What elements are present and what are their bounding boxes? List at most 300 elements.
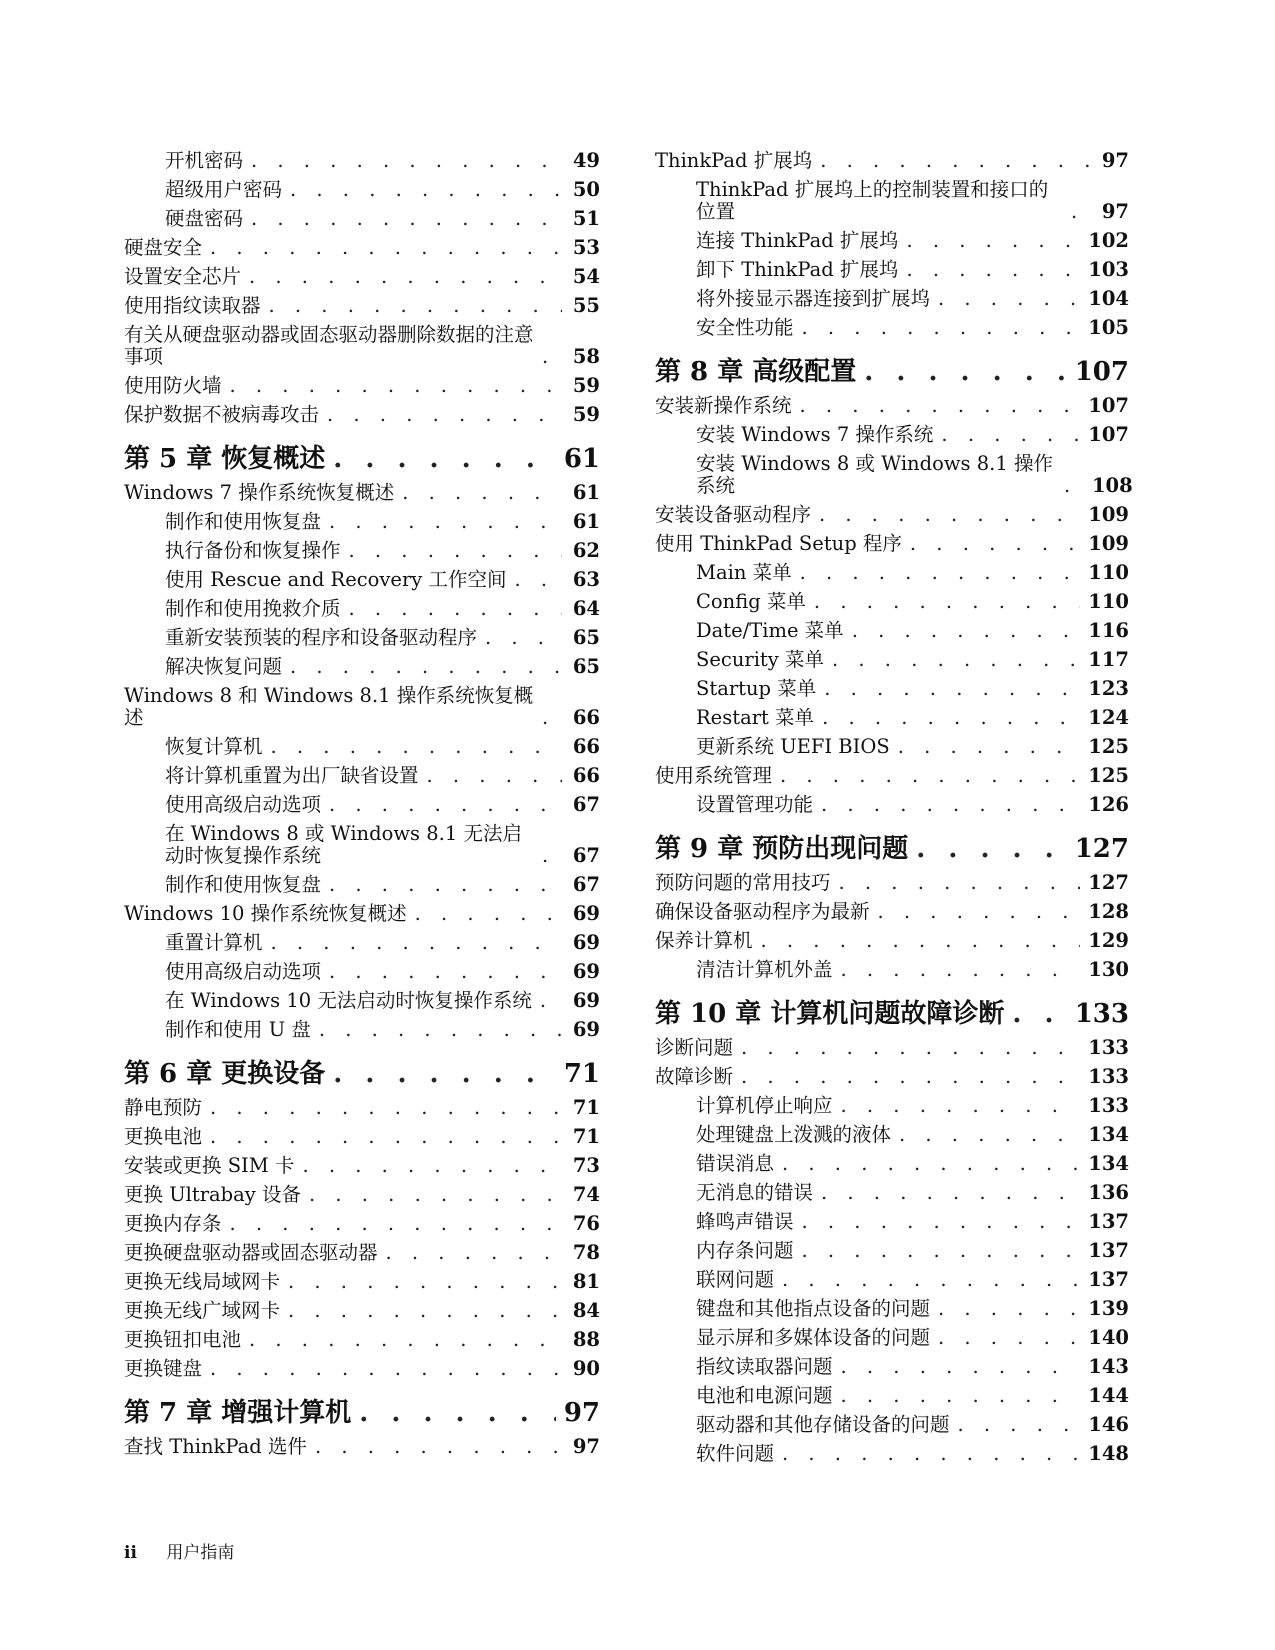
dot-leader bbox=[349, 540, 562, 562]
toc-entry-title: 开机密码 bbox=[165, 149, 244, 172]
toc-entry[interactable] bbox=[655, 765, 1129, 787]
toc-entry[interactable] bbox=[124, 266, 600, 288]
toc-entry[interactable] bbox=[655, 707, 1129, 729]
toc-entry-title: 更换内存条 bbox=[124, 1212, 222, 1235]
dot-leader bbox=[800, 562, 1081, 584]
toc-entry[interactable] bbox=[655, 678, 1129, 700]
toc-entry[interactable] bbox=[655, 150, 1129, 172]
toc-entry-page: 124 bbox=[1088, 706, 1129, 729]
toc-chapter-entry[interactable] bbox=[124, 1059, 600, 1089]
toc-entry[interactable] bbox=[124, 1329, 600, 1351]
toc-entry[interactable] bbox=[655, 504, 1129, 526]
dot-leader bbox=[898, 736, 1081, 758]
toc-entry-page: 54 bbox=[572, 265, 600, 288]
dot-leader bbox=[802, 1211, 1081, 1233]
toc-entry[interactable] bbox=[124, 656, 600, 678]
toc-entry[interactable] bbox=[655, 562, 1129, 584]
toc-entry[interactable] bbox=[124, 903, 600, 925]
dot-leader bbox=[333, 444, 556, 474]
toc-entry-page: 69 bbox=[572, 902, 600, 925]
toc-entry-page: 66 bbox=[572, 764, 600, 787]
dot-leader bbox=[290, 656, 562, 678]
toc-entry-page: 78 bbox=[572, 1241, 600, 1264]
toc-entry-title: 使用防火墙 bbox=[124, 374, 222, 397]
toc-entry-title: 安全性功能 bbox=[696, 316, 794, 339]
dot-leader bbox=[515, 569, 563, 591]
toc-entry-title: ThinkPad 扩展坞上的控制装置和接口的位置 bbox=[696, 178, 1049, 223]
toc-entry-title: Date/Time 菜单 bbox=[696, 619, 844, 642]
dot-leader bbox=[230, 1213, 562, 1235]
dot-leader bbox=[824, 678, 1080, 700]
toc-entry[interactable] bbox=[124, 1242, 600, 1264]
toc-entry-title: 更换 Ultrabay 设备 bbox=[124, 1183, 301, 1206]
toc-entry-page: 71 bbox=[572, 1096, 600, 1119]
toc-entry-page: 137 bbox=[1088, 1210, 1129, 1233]
dot-leader bbox=[359, 1398, 556, 1428]
dot-leader bbox=[841, 1095, 1081, 1117]
toc-entry[interactable] bbox=[124, 237, 600, 259]
toc-entry-title: Windows 8 和 Windows 8.1 操作系统恢复概述 bbox=[124, 684, 534, 729]
toc-entry[interactable] bbox=[655, 1037, 1129, 1059]
toc-entry[interactable] bbox=[124, 794, 600, 816]
toc-entry[interactable] bbox=[655, 288, 1129, 310]
dot-leader bbox=[427, 765, 562, 787]
toc-entry-page: 133 bbox=[1088, 1094, 1129, 1117]
toc-entry[interactable] bbox=[124, 932, 600, 954]
toc-entry-title: 键盘和其他指点设备的问题 bbox=[696, 1297, 931, 1320]
toc-entry-title: 诊断问题 bbox=[655, 1036, 734, 1059]
dot-leader bbox=[780, 765, 1080, 787]
toc-entry[interactable] bbox=[655, 1327, 1129, 1349]
toc-entry-title: 使用系统管理 bbox=[655, 764, 773, 787]
dot-leader bbox=[821, 1182, 1080, 1204]
toc-entry-page: 61 bbox=[572, 510, 600, 533]
toc-entry-title: 在 Windows 10 无法启动时恢复操作系统 bbox=[165, 989, 532, 1012]
toc-entry-title: 联网问题 bbox=[696, 1268, 775, 1291]
toc-entry[interactable] bbox=[124, 823, 600, 867]
toc-entry-page: 97 bbox=[1101, 149, 1129, 172]
toc-entry[interactable] bbox=[655, 1240, 1129, 1262]
toc-entry-page: 127 bbox=[1088, 871, 1129, 894]
toc-entry-title: 安装 Windows 7 操作系统 bbox=[696, 423, 934, 446]
toc-entry-title: 安装或更换 SIM 卡 bbox=[124, 1154, 295, 1177]
toc-entry-page: 148 bbox=[1088, 1442, 1129, 1465]
toc-entry[interactable] bbox=[655, 1095, 1129, 1117]
dot-leader bbox=[916, 834, 1066, 864]
toc-entry[interactable] bbox=[655, 1298, 1129, 1320]
dot-leader bbox=[906, 259, 1080, 281]
toc-entry-title: 安装设备驱动程序 bbox=[655, 503, 812, 526]
toc-entry[interactable] bbox=[655, 930, 1129, 952]
toc-entry-page: 136 bbox=[1088, 1181, 1129, 1204]
dot-leader bbox=[802, 1240, 1081, 1262]
toc-entry-title: 恢复计算机 bbox=[165, 735, 263, 758]
toc-entry[interactable] bbox=[655, 649, 1129, 671]
toc-entry-page: 61 bbox=[572, 481, 600, 504]
toc-entry[interactable] bbox=[124, 1271, 600, 1293]
dot-leader bbox=[802, 317, 1081, 339]
dot-leader bbox=[814, 591, 1080, 613]
dot-leader bbox=[958, 1414, 1081, 1436]
toc-entry-title: 电池和电源问题 bbox=[696, 1384, 833, 1407]
toc-entry-title: 保护数据不被病毒攻击 bbox=[124, 403, 320, 426]
dot-leader bbox=[288, 1271, 562, 1293]
toc-entry-title: 制作和使用恢复盘 bbox=[165, 873, 322, 896]
toc-entry-title: Windows 7 操作系统恢复概述 bbox=[124, 481, 395, 504]
dot-leader bbox=[290, 179, 562, 201]
toc-entry-title: 更换无线局域网卡 bbox=[124, 1270, 281, 1293]
toc-entry-page: 69 bbox=[572, 931, 600, 954]
toc-entry[interactable] bbox=[124, 324, 600, 368]
toc-entry-title: 第 5 章 恢复概述 bbox=[124, 444, 326, 474]
toc-entry[interactable] bbox=[124, 540, 600, 562]
toc-entry-title: Windows 10 操作系统恢复概述 bbox=[124, 902, 407, 925]
dot-leader bbox=[329, 794, 562, 816]
dot-leader bbox=[741, 1037, 1080, 1059]
toc-entry[interactable] bbox=[655, 1153, 1129, 1175]
dot-leader bbox=[402, 482, 562, 504]
toc-entry-page: 134 bbox=[1088, 1123, 1129, 1146]
toc-entry[interactable] bbox=[655, 259, 1129, 281]
toc-entry[interactable] bbox=[124, 1184, 600, 1206]
dot-leader bbox=[251, 208, 562, 230]
toc-entry-title: 确保设备驱动程序为最新 bbox=[655, 900, 870, 923]
dot-leader bbox=[349, 598, 562, 620]
page-footer bbox=[124, 1538, 234, 1563]
dot-leader bbox=[210, 237, 562, 259]
toc-entry-page: 76 bbox=[572, 1212, 600, 1235]
toc-entry[interactable] bbox=[655, 533, 1129, 555]
dot-leader bbox=[540, 990, 562, 1012]
dot-leader bbox=[822, 707, 1080, 729]
toc-entry-page: 116 bbox=[1088, 619, 1129, 642]
toc-entry-title: 第 6 章 更换设备 bbox=[124, 1059, 326, 1089]
toc-entry-title: 制作和使用挽救介质 bbox=[165, 597, 341, 620]
toc-entry-title: Restart 菜单 bbox=[696, 706, 815, 729]
toc-entry-title: 指纹读取器问题 bbox=[696, 1355, 833, 1378]
toc-entry-title: 内存条问题 bbox=[696, 1239, 794, 1262]
dot-leader bbox=[210, 1097, 562, 1119]
toc-entry-title: 驱动器和其他存储设备的问题 bbox=[696, 1413, 950, 1436]
dot-leader bbox=[315, 1436, 562, 1458]
toc-entry[interactable] bbox=[655, 179, 1129, 223]
toc-entry-page: 59 bbox=[572, 403, 600, 426]
toc-entry-page: 133 bbox=[1074, 999, 1129, 1029]
dot-leader bbox=[269, 295, 562, 317]
toc-entry-title: 设置管理功能 bbox=[696, 793, 814, 816]
toc-entry-page: 104 bbox=[1088, 287, 1129, 310]
toc-entry[interactable] bbox=[124, 765, 600, 787]
toc-entry-page: 127 bbox=[1074, 834, 1129, 864]
toc-entry-page: 107 bbox=[1088, 394, 1129, 417]
toc-entry-page: 107 bbox=[1074, 357, 1129, 387]
toc-entry-title: 将计算机重置为出厂缺省设置 bbox=[165, 764, 419, 787]
toc-entry[interactable] bbox=[124, 482, 600, 504]
toc-chapter-entry[interactable] bbox=[124, 444, 600, 474]
toc-entry-title: 第 10 章 计算机问题故障诊断 bbox=[655, 999, 1005, 1029]
toc-entry-title: 使用高级启动选项 bbox=[165, 960, 322, 983]
toc-entry-page: 55 bbox=[572, 294, 600, 317]
toc-entry-page: 81 bbox=[572, 1270, 600, 1293]
dot-leader bbox=[1012, 999, 1066, 1029]
toc-entry-page: 73 bbox=[572, 1154, 600, 1177]
toc-entry-page: 125 bbox=[1088, 764, 1129, 787]
dot-leader bbox=[288, 1300, 562, 1322]
toc-entry[interactable] bbox=[124, 569, 600, 591]
toc-entry-page: 137 bbox=[1088, 1268, 1129, 1291]
toc-entry-page: 133 bbox=[1088, 1036, 1129, 1059]
toc-entry[interactable] bbox=[124, 208, 600, 230]
toc-entry-title: 安装新操作系统 bbox=[655, 394, 792, 417]
toc-entry-page: 110 bbox=[1088, 561, 1129, 584]
toc-entry-page: 108 bbox=[1091, 474, 1133, 497]
dot-leader bbox=[906, 230, 1080, 252]
dot-leader bbox=[782, 1443, 1080, 1465]
toc-entry-page: 109 bbox=[1088, 503, 1129, 526]
toc-entry-page: 71 bbox=[572, 1125, 600, 1148]
toc-entry[interactable] bbox=[655, 1385, 1129, 1407]
toc-entry-title: 硬盘密码 bbox=[165, 207, 244, 230]
toc-entry[interactable] bbox=[124, 179, 600, 201]
dot-leader bbox=[761, 930, 1081, 952]
toc-entry-page: 50 bbox=[572, 178, 600, 201]
dot-leader bbox=[251, 150, 562, 172]
toc-entry-title: 保养计算机 bbox=[655, 929, 753, 952]
toc-entry[interactable] bbox=[655, 1414, 1129, 1436]
toc-entry-page: 53 bbox=[572, 236, 600, 259]
dot-leader bbox=[878, 901, 1081, 923]
toc-chapter-entry[interactable] bbox=[655, 357, 1129, 387]
toc-entry-title: 错误消息 bbox=[696, 1152, 775, 1175]
toc-entry-title: 超级用户密码 bbox=[165, 178, 283, 201]
toc-entry[interactable] bbox=[124, 1097, 600, 1119]
toc-entry-page: 67 bbox=[572, 844, 600, 867]
toc-entry[interactable] bbox=[655, 872, 1129, 894]
toc-entry[interactable] bbox=[655, 620, 1129, 642]
toc-entry[interactable] bbox=[655, 591, 1129, 613]
dot-leader bbox=[852, 620, 1081, 642]
toc-entry-title: 计算机停止响应 bbox=[696, 1094, 833, 1117]
toc-entry-page: 71 bbox=[563, 1059, 600, 1089]
toc-entry[interactable] bbox=[655, 794, 1129, 816]
toc-entry[interactable] bbox=[124, 1213, 600, 1235]
toc-entry[interactable] bbox=[655, 1182, 1129, 1204]
toc-entry-title: 执行备份和恢复操作 bbox=[165, 539, 341, 562]
dot-leader bbox=[821, 794, 1080, 816]
toc-entry-page: 133 bbox=[1088, 1065, 1129, 1088]
toc-entry-page: 58 bbox=[572, 345, 600, 368]
dot-leader bbox=[782, 1153, 1080, 1175]
dot-leader bbox=[899, 1124, 1080, 1146]
toc-entry-title: Config 菜单 bbox=[696, 590, 806, 613]
toc-entry[interactable] bbox=[124, 404, 600, 426]
toc-entry-title: 预防问题的常用技巧 bbox=[655, 871, 831, 894]
toc-entry[interactable] bbox=[124, 627, 600, 649]
toc-entry-title: 使用指纹读取器 bbox=[124, 294, 261, 317]
toc-entry-page: 97 bbox=[1101, 200, 1129, 223]
toc-entry[interactable] bbox=[124, 375, 600, 397]
dot-leader bbox=[864, 357, 1066, 387]
toc-column-left bbox=[124, 150, 600, 1465]
toc-entry-page: 143 bbox=[1088, 1355, 1129, 1378]
dot-leader bbox=[542, 707, 562, 729]
dot-leader bbox=[741, 1066, 1080, 1088]
toc-entry-title: 制作和使用 U 盘 bbox=[165, 1018, 311, 1041]
toc-entry-title: 解决恢复问题 bbox=[165, 655, 283, 678]
toc-entry-title: 更换电池 bbox=[124, 1125, 203, 1148]
dot-leader bbox=[329, 874, 562, 896]
dot-leader bbox=[329, 961, 562, 983]
toc-entry[interactable] bbox=[124, 511, 600, 533]
dot-leader bbox=[542, 845, 562, 867]
toc-entry-title: 蜂鸣声错误 bbox=[696, 1210, 794, 1233]
toc-entry-title: Security 菜单 bbox=[696, 648, 824, 671]
footer-book-title: 用户指南 bbox=[166, 1543, 235, 1563]
toc-entry-page: 139 bbox=[1088, 1297, 1129, 1320]
toc-entry[interactable] bbox=[655, 317, 1129, 339]
dot-leader bbox=[938, 1327, 1080, 1349]
toc-entry-title: 更新系统 UEFI BIOS bbox=[696, 735, 890, 758]
toc-chapter-entry[interactable] bbox=[655, 999, 1129, 1029]
toc-entry[interactable] bbox=[124, 1300, 600, 1322]
toc-entry-title: 将外接显示器连接到扩展坞 bbox=[696, 287, 931, 310]
toc-entry-title: Startup 菜单 bbox=[696, 677, 817, 700]
toc-entry[interactable] bbox=[124, 598, 600, 620]
toc-entry-page: 65 bbox=[572, 655, 600, 678]
dot-leader bbox=[841, 959, 1081, 981]
toc-entry-title: 重新安装预装的程序和设备驱动程序 bbox=[165, 626, 478, 649]
toc-entry-title: 查找 ThinkPad 选件 bbox=[124, 1435, 307, 1458]
toc-entry-page: 49 bbox=[572, 149, 600, 172]
toc-entry[interactable] bbox=[655, 452, 1133, 497]
toc-entry-page: 97 bbox=[572, 1435, 600, 1458]
toc-entry-page: 84 bbox=[572, 1299, 600, 1322]
toc-entry-title: 清洁计算机外盖 bbox=[696, 958, 833, 981]
toc-entry[interactable] bbox=[655, 1066, 1129, 1088]
toc-entry-title: 制作和使用恢复盘 bbox=[165, 510, 322, 533]
toc-entry-title: 连接 ThinkPad 扩展坞 bbox=[696, 229, 899, 252]
toc-entry-page: 97 bbox=[563, 1398, 600, 1428]
dot-leader bbox=[230, 375, 562, 397]
dot-leader bbox=[938, 288, 1080, 310]
dot-leader bbox=[302, 1155, 562, 1177]
toc-entry[interactable] bbox=[655, 1269, 1129, 1291]
toc-entry-page: 123 bbox=[1088, 677, 1129, 700]
toc-entry[interactable] bbox=[124, 1155, 600, 1177]
toc-entry-title: 更换硬盘驱动器或固态驱动器 bbox=[124, 1241, 378, 1264]
toc-entry-title: 使用 ThinkPad Setup 程序 bbox=[655, 532, 902, 555]
toc-entry-title: 有关从硬盘驱动器或固态驱动器删除数据的注意事项 bbox=[124, 323, 534, 368]
toc-entry[interactable] bbox=[124, 1358, 600, 1380]
toc-entry-page: 107 bbox=[1088, 423, 1129, 446]
toc-entry-page: 144 bbox=[1088, 1384, 1129, 1407]
toc-entry-title: 在 Windows 8 或 Windows 8.1 无法启动时恢复操作系统 bbox=[165, 822, 522, 867]
dot-leader bbox=[542, 346, 562, 368]
toc-entry[interactable] bbox=[124, 961, 600, 983]
dot-leader bbox=[333, 1059, 556, 1089]
toc-entry[interactable] bbox=[655, 230, 1129, 252]
toc-entry[interactable] bbox=[124, 1126, 600, 1148]
toc-entry-page: 61 bbox=[563, 444, 600, 474]
toc-entry-page: 102 bbox=[1088, 229, 1129, 252]
toc-entry[interactable] bbox=[655, 1356, 1129, 1378]
dot-leader bbox=[249, 1329, 562, 1351]
toc-entry[interactable] bbox=[655, 736, 1129, 758]
toc-entry-title: 更换键盘 bbox=[124, 1357, 203, 1380]
dot-leader bbox=[941, 424, 1080, 446]
dot-leader bbox=[210, 1126, 562, 1148]
toc-entry-title: 第 7 章 增强计算机 bbox=[124, 1398, 352, 1428]
toc-entry-page: 134 bbox=[1088, 1152, 1129, 1175]
toc-entry-page: 140 bbox=[1088, 1326, 1129, 1349]
dot-leader bbox=[938, 1298, 1080, 1320]
toc-entry-page: 69 bbox=[572, 1018, 600, 1041]
toc-entry[interactable] bbox=[124, 150, 600, 172]
toc-entry[interactable] bbox=[124, 736, 600, 758]
toc-entry[interactable] bbox=[655, 1211, 1129, 1233]
toc-entry-title: 设置安全芯片 bbox=[124, 265, 242, 288]
toc-entry-page: 63 bbox=[572, 568, 600, 591]
toc-entry[interactable] bbox=[124, 1436, 600, 1458]
toc-entry-page: 51 bbox=[572, 207, 600, 230]
dot-leader bbox=[820, 150, 1091, 172]
toc-entry-title: 安装 Windows 8 或 Windows 8.1 操作系统 bbox=[696, 452, 1053, 497]
toc-entry-title: 更换无线广域网卡 bbox=[124, 1299, 281, 1322]
toc-entry-page: 59 bbox=[572, 374, 600, 397]
toc-entry-title: 重置计算机 bbox=[165, 931, 263, 954]
dot-leader bbox=[1071, 201, 1091, 223]
dot-leader bbox=[839, 872, 1081, 894]
toc-entry[interactable] bbox=[124, 874, 600, 896]
toc-entry[interactable] bbox=[655, 1443, 1129, 1465]
toc-entry-page: 129 bbox=[1088, 929, 1129, 952]
toc-chapter-entry[interactable] bbox=[655, 834, 1129, 864]
toc-entry-page: 62 bbox=[572, 539, 600, 562]
toc-entry-page: 65 bbox=[572, 626, 600, 649]
toc-entry-page: 74 bbox=[572, 1183, 600, 1206]
toc-entry[interactable] bbox=[124, 685, 600, 729]
dot-leader bbox=[800, 395, 1081, 417]
footer-page-number: ii bbox=[124, 1543, 137, 1563]
toc-entry-title: ThinkPad 扩展坞 bbox=[655, 149, 813, 172]
toc-entry[interactable] bbox=[655, 1124, 1129, 1146]
toc-entry-title: Main 菜单 bbox=[696, 561, 792, 584]
toc-entry-title: 卸下 ThinkPad 扩展坞 bbox=[696, 258, 899, 281]
toc-entry[interactable] bbox=[124, 1019, 600, 1041]
toc-entry[interactable] bbox=[124, 295, 600, 317]
dot-leader bbox=[319, 1019, 562, 1041]
toc-entry-page: 66 bbox=[572, 706, 600, 729]
toc-entry-title: 更换钮扣电池 bbox=[124, 1328, 242, 1351]
dot-leader bbox=[841, 1385, 1081, 1407]
toc-entry-page: 109 bbox=[1088, 532, 1129, 555]
toc-entry-title: 故障诊断 bbox=[655, 1065, 734, 1088]
toc-entry[interactable] bbox=[655, 959, 1129, 981]
toc-entry-page: 103 bbox=[1088, 258, 1129, 281]
dot-leader bbox=[832, 649, 1080, 671]
toc-entry[interactable] bbox=[655, 424, 1129, 446]
toc-chapter-entry[interactable] bbox=[124, 1398, 600, 1428]
toc-entry[interactable] bbox=[124, 990, 600, 1012]
toc-entry-title: 第 9 章 预防出现问题 bbox=[655, 834, 909, 864]
dot-leader bbox=[910, 533, 1080, 555]
toc-entry[interactable] bbox=[655, 395, 1129, 417]
toc-entry-page: 110 bbox=[1088, 590, 1129, 613]
toc-entry[interactable] bbox=[655, 901, 1129, 923]
dot-leader bbox=[782, 1269, 1080, 1291]
dot-leader bbox=[415, 903, 562, 925]
toc-entry-title: 显示屏和多媒体设备的问题 bbox=[696, 1326, 931, 1349]
